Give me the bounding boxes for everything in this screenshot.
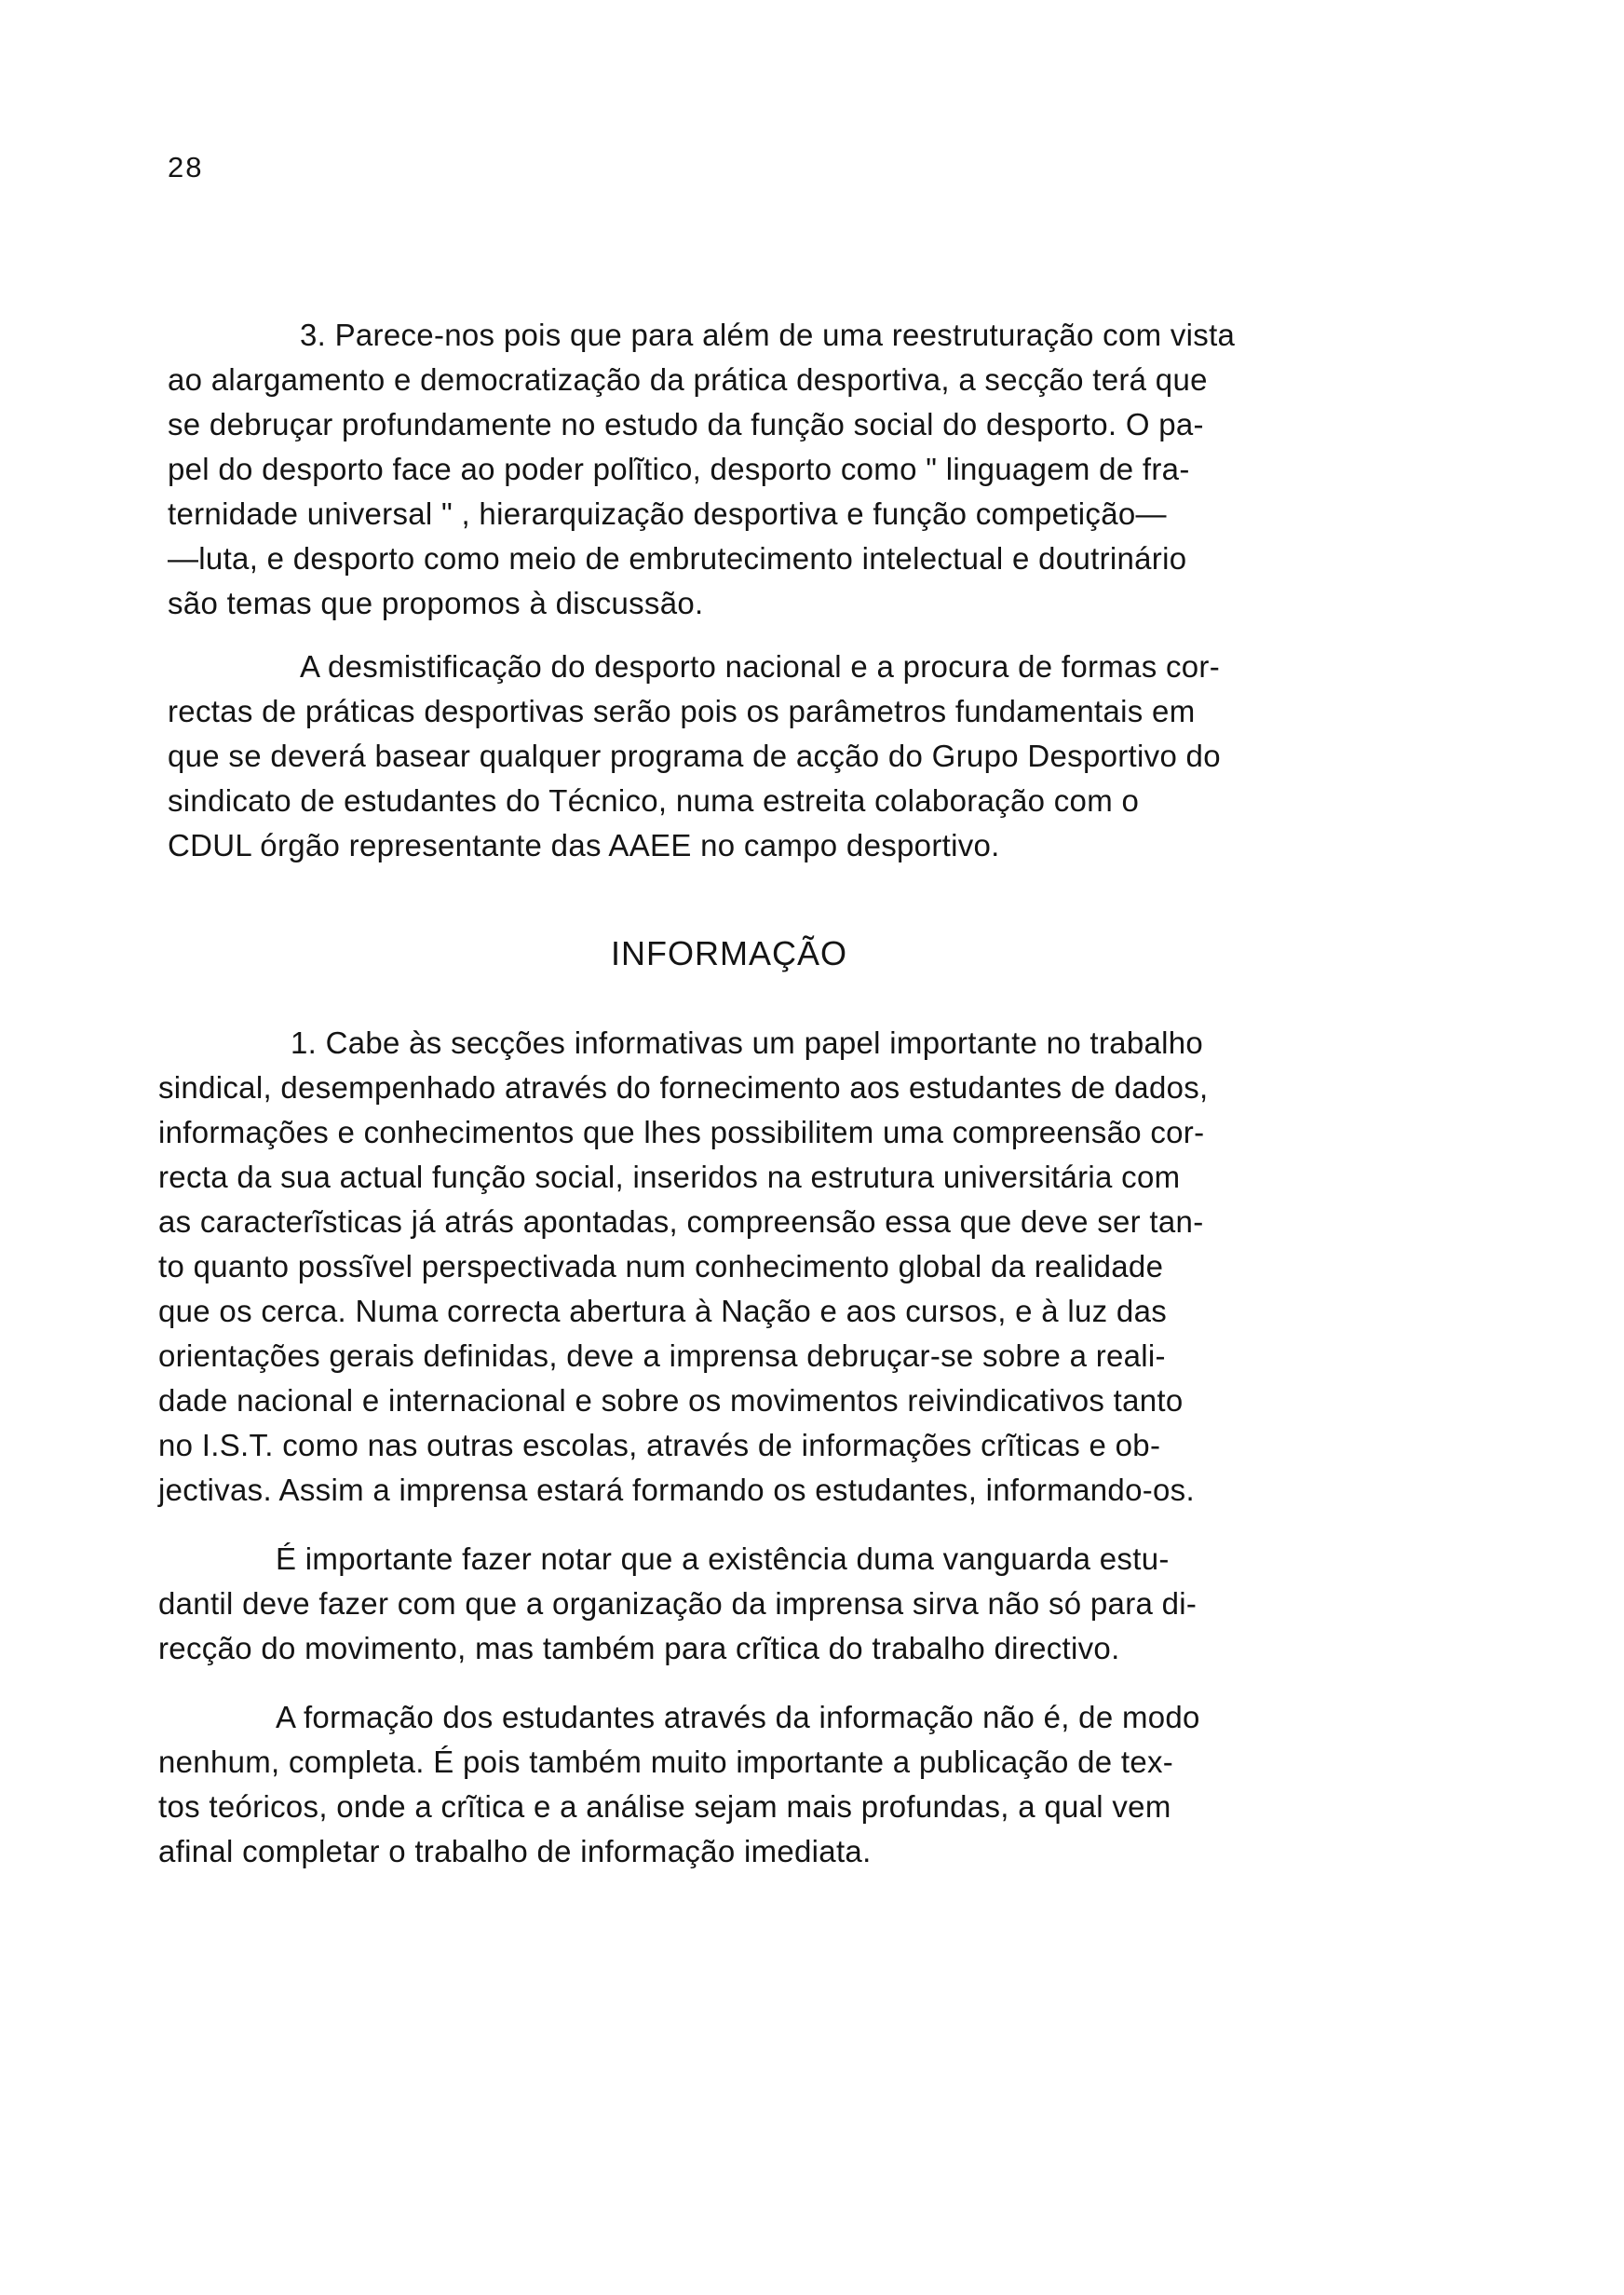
paragraph-line: se debruçar profundamente no estudo da função social do desporto. O pa- (168, 407, 1204, 441)
paragraph-line: CDUL órgão representante das AAEE no campo desportivo. (168, 828, 1000, 862)
paragraph-line: as caracterĩsticas já atrás apontadas, compreensão essa que deve ser tan- (158, 1204, 1204, 1239)
paragraph-line: nenhum, completa. É pois também muito importante a publicação de tex- (158, 1745, 1174, 1779)
paragraph-line: orientações gerais definidas, deve a imprensa debruçar-se sobre a reali- (158, 1338, 1166, 1373)
paragraph-line: recção do movimento, mas também para crĩtica do trabalho directivo. (158, 1631, 1120, 1665)
paragraph-line: que se deverá basear qualquer programa de acção do Grupo Desportivo do (168, 739, 1221, 773)
paragraph-line: É importante fazer notar que a existência duma vanguarda estu- (276, 1541, 1170, 1576)
paragraph-line: 1. Cabe às secções informativas um papel importante no trabalho (291, 1025, 1204, 1060)
paragraph-line: informações e conhecimentos que lhes possibilitem uma compreensão cor- (158, 1115, 1205, 1149)
paragraph-line: 3. Parece-nos pois que para além de uma reestruturação com vista (300, 318, 1236, 352)
page-number: 28 (168, 151, 204, 183)
paragraph-line: A formação dos estudantes através da informação não é, de modo (276, 1700, 1200, 1734)
paragraph-line: pel do desporto face ao poder polĩtico, desporto como " linguagem de fra- (168, 452, 1190, 486)
paragraph-line: são temas que propomos à discussão. (168, 586, 704, 620)
paragraph-line: recta da sua actual função social, inseridos na estrutura universitária com (158, 1160, 1181, 1194)
paragraph-line: jectivas. Assim a imprensa estará formando os estudantes, informando-os. (158, 1473, 1195, 1507)
paragraph-line: tos teóricos, onde a crĩtica e a análise sejam mais profundas, a qual vem (158, 1789, 1171, 1824)
paragraph-line: rectas de práticas desportivas serão pois os parâmetros fundamentais em (168, 694, 1196, 728)
paragraph-line: que os cerca. Numa correcta abertura à Nação e aos cursos, e à luz das (158, 1294, 1168, 1328)
paragraph-line: sindical, desempenhado através do fornecimento aos estudantes de dados, (158, 1070, 1209, 1105)
paragraph-line: dade nacional e internacional e sobre os movimentos reivindicativos tanto (158, 1383, 1184, 1418)
paragraph-line: —luta, e desporto como meio de embrutecimento intelectual e doutrinário (168, 541, 1187, 576)
paragraph-line: A desmistificação do desporto nacional e a procura de formas cor- (300, 649, 1221, 684)
paragraph-line: sindicato de estudantes do Técnico, numa estreita colaboração com o (168, 783, 1140, 818)
paragraph-line: ternidade universal " , hierarquização desportiva e função competição— (168, 496, 1167, 531)
paragraph-line: no I.S.T. como nas outras escolas, através de informações crĩticas e ob- (158, 1428, 1161, 1462)
paragraph-line: dantil deve fazer com que a organização da imprensa sirva não só para di- (158, 1586, 1198, 1621)
paragraph-line: afinal completar o trabalho de informação imediata. (158, 1834, 872, 1868)
paragraph-line: to quanto possĩvel perspectivada num conhecimento global da realidade (158, 1249, 1164, 1283)
paragraph-line: ao alargamento e democratização da prática desportiva, a secção terá que (168, 362, 1208, 397)
section-heading: INFORMAÇÃO (611, 934, 848, 972)
